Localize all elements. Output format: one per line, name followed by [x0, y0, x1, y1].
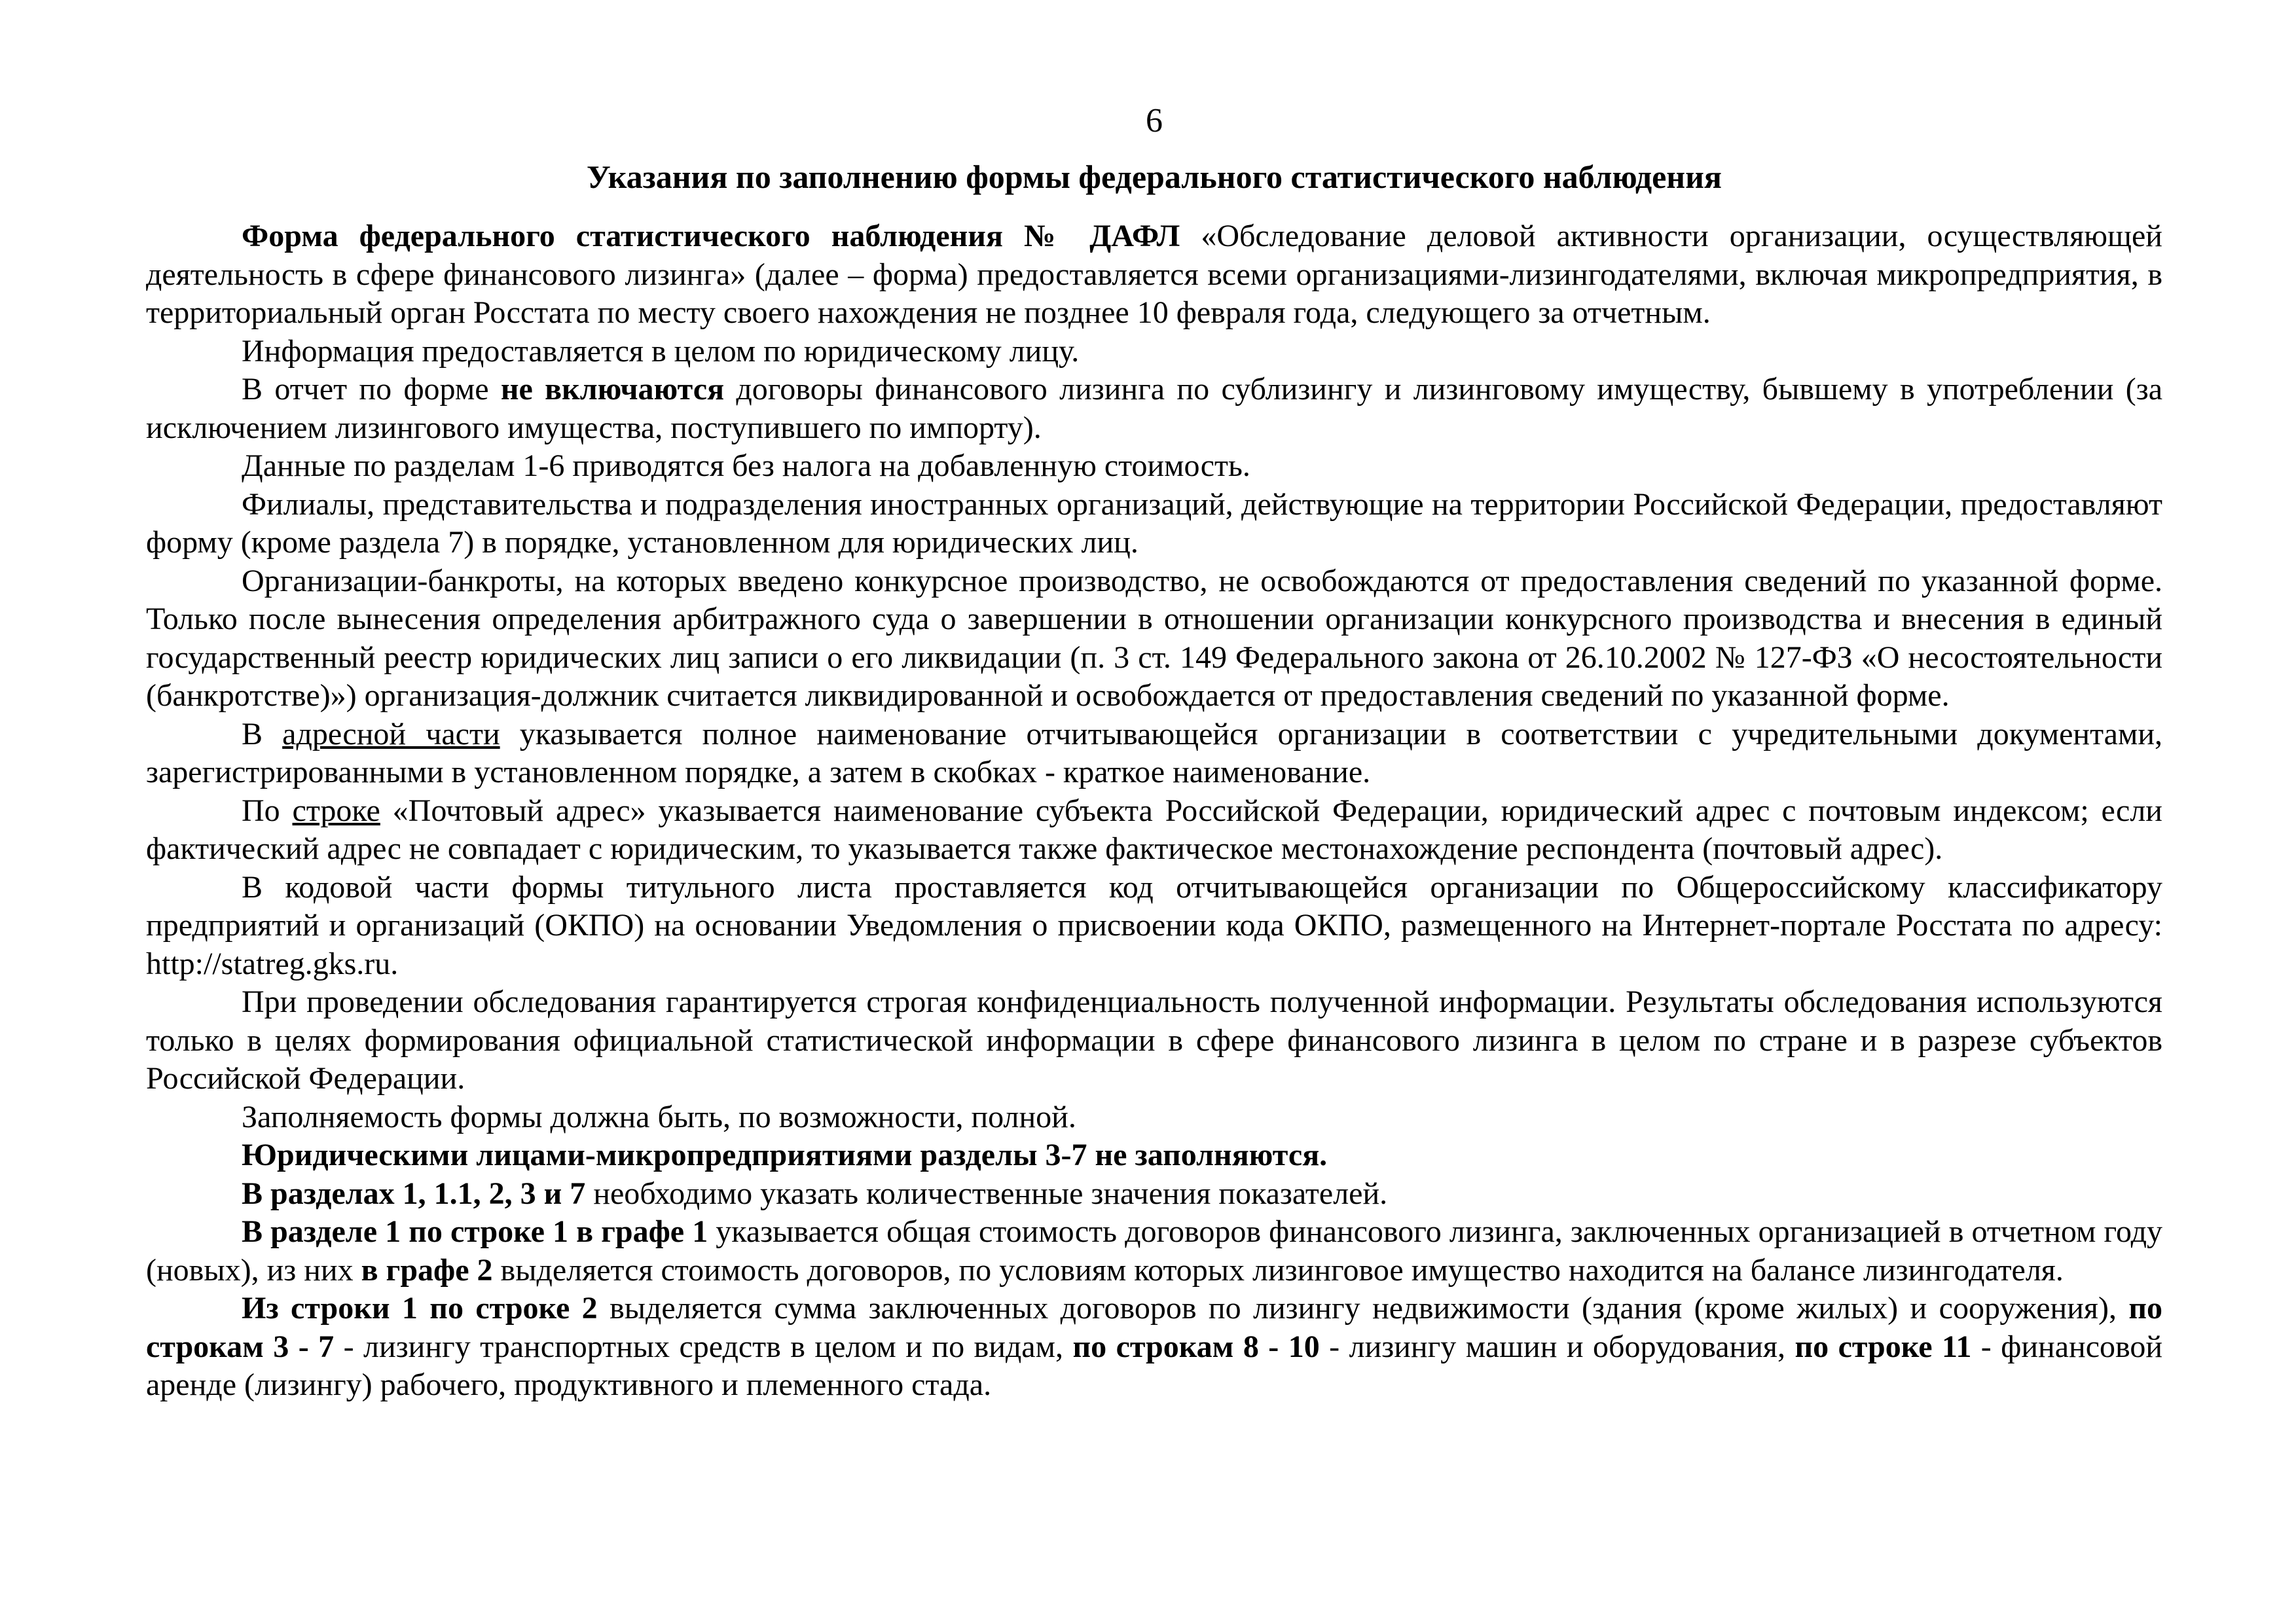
paragraph	[146, 1175, 2162, 1214]
bold-text: В разделе 1 по строке 1 в графе 1	[242, 1214, 708, 1249]
document-page	[146, 98, 2162, 1405]
paragraph	[146, 1290, 2162, 1405]
bold-text: в графе 2	[361, 1252, 493, 1288]
page-number: 6	[1146, 102, 1163, 139]
text-run: указывается полное наименование отчитывающейся организации в соответствии с учредительными документами, зарегистрированными в установленном порядке, а затем в скобках - краткое наименование.	[146, 716, 2163, 789]
document-title: Указания по заполнению формы федерального статистического наблюдения	[587, 158, 1722, 195]
text-run: выделяется сумма заключенных договоров по лизингу недвижимости (здания (кроме жилых) и сооружения),	[597, 1291, 2129, 1326]
bold-text: В разделах 1, 1.1, 2, 3 и 7	[242, 1176, 586, 1211]
text-run: - лизингу машин и оборудования,	[1319, 1329, 1795, 1364]
text-run: Информация предоставляется в целом по юридическому лицу.	[242, 333, 1080, 369]
bold-text: по строкам 8 - 10	[1072, 1329, 1320, 1364]
text-run: выделяется стоимость договоров, по условиям которых лизинговое имущество находится на балансе лизингодателя.	[492, 1252, 2064, 1288]
text-run: В	[242, 716, 283, 751]
paragraph	[146, 370, 2162, 447]
paragraph	[146, 486, 2162, 562]
text-run: Организации-банкроты, на которых введено конкурсное производство, не освобождаются от предоставления сведений по указанной форме. Только после вынесения определения арбитражного суда о завершении в отношении организации конкурсного производства и внесения в единый государственный реестр юридических лиц записи о его ликвидации (п. 3 ст. 149 Федерального закона от 26.10.2002 № 127-ФЗ «О несостоятельности (банкротстве)») организация-должник считается ликвидированной и освобождается от предоставления сведений по указанной форме.	[146, 563, 2162, 713]
text-run: договоры финансового лизинга по сублизингу и лизинговому имуществу, бывшему в употреблении (за исключением лизингового имущества, поступившего по импорту).	[146, 372, 2162, 445]
paragraph	[146, 983, 2162, 1098]
paragraph	[146, 1136, 2162, 1175]
text-run: При проведении обследования гарантируется строгая конфиденциальность полученной информации. Результаты обследования используются только в целях формирования официальной статистической информации в сфере финансового лизинга в целом по стране и в разрезе субъектов Российской Федерации.	[146, 984, 2162, 1096]
text-run: Заполняемость формы должна быть, по возможности, полной.	[242, 1099, 1076, 1134]
bold-text: Форма федерального статистического наблюдения № ДАФЛ	[242, 219, 1180, 253]
paragraph	[146, 333, 2162, 371]
paragraph	[146, 562, 2162, 715]
text-run: «Почтовый адрес» указывается наименование субъекта Российской Федерации, юридический адрес с почтовым индексом; если фактический адрес не совпадает с юридическим, то указывается также фактическое местонахождение респондента (почтовый адрес).	[146, 793, 2162, 866]
text-run: «Обследование деловой активности организации, осуществляющей деятельность в сфере финансового лизинга» (далее – форма) предоставляется всеми организациями-лизингодателями, включая микропредприятия, в территориальный орган Росстата по месту своего нахождения не позднее 10 февраля года, следующего за отчетным.	[146, 219, 2162, 330]
text-run: Данные по разделам 1-6 приводятся без налога на добавленную стоимость.	[242, 448, 1250, 483]
bold-text: по строкам 3 - 7	[146, 1291, 2163, 1364]
text-run: - лизингу транспортных средств в целом и по видам,	[334, 1329, 1073, 1364]
underlined-text: строке	[292, 793, 380, 828]
document-body	[146, 217, 2162, 1405]
paragraph	[146, 792, 2162, 869]
paragraph	[146, 1213, 2162, 1290]
text-run: - финансовой аренде (лизингу) рабочего, продуктивного и племенного стада.	[146, 1329, 2163, 1402]
paragraph	[146, 869, 2162, 984]
bold-text: не включаются	[500, 372, 725, 406]
text-run: По	[242, 793, 293, 828]
bold-text: Из строки 1 по строке 2	[242, 1291, 598, 1326]
text-run: указывается общая стоимость договоров финансового лизинга, заключенных организацией в отчетном году (новых), из них	[146, 1214, 2163, 1288]
text-run: необходимо указать количественные значения показателей.	[585, 1176, 1388, 1211]
text-run: В отчет по форме	[242, 372, 501, 406]
underlined-text: адресной части	[282, 716, 500, 751]
paragraph	[146, 715, 2162, 792]
bold-text: Юридическими лицами-микропредприятиями разделы 3-7 не заполняются.	[242, 1138, 1328, 1172]
paragraph	[146, 447, 2162, 486]
paragraph	[146, 217, 2162, 333]
paragraph	[146, 1098, 2162, 1137]
text-run: В кодовой части формы титульного листа проставляется код отчитывающейся организации по Общероссийскому классификатору предприятий и организаций (ОКПО) на основании Уведомления о присвоении кода ОКПО, размещенного на Интернет-портале Росстата по адресу: http://statreg.gks.ru.	[146, 869, 2162, 981]
text-run: Филиалы, представительства и подразделения иностранных организаций, действующие на территории Российской Федерации, предоставляют форму (кроме раздела 7) в порядке, установленном для юридических лиц.	[146, 486, 2162, 560]
bold-text: по строке 11	[1795, 1329, 1972, 1364]
